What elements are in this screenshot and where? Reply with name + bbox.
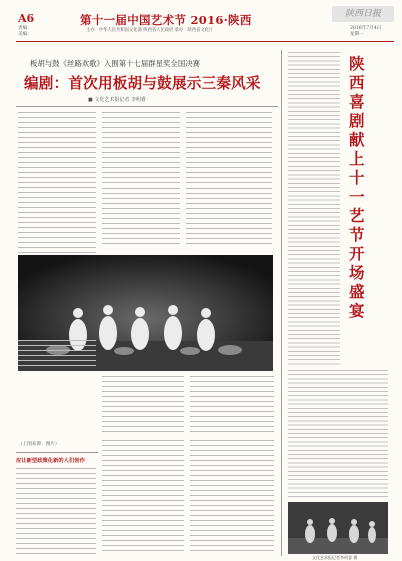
article-body-bottom-2 bbox=[190, 440, 274, 552]
article-body-lower-3 bbox=[18, 340, 96, 368]
page-header bbox=[0, 0, 402, 44]
sidebar-body-1 bbox=[288, 166, 340, 366]
designer-label: 美编： bbox=[18, 32, 32, 37]
article-kicker: 板胡与鼓《丝路欢歌》入围第十七届群星奖全国决赛 bbox=[30, 59, 200, 68]
sidebar-body-2 bbox=[288, 370, 388, 498]
article-body-lower-1 bbox=[102, 376, 184, 434]
opera-scene-illustration bbox=[288, 502, 388, 554]
sidebar-lead-text bbox=[288, 52, 340, 162]
sidebar-photo bbox=[288, 502, 388, 554]
header-rule bbox=[16, 41, 394, 42]
sub-article-box bbox=[16, 452, 98, 555]
sub-article-title: 应让新型政策化新的人们创作 bbox=[16, 458, 85, 464]
article-body-lower-2 bbox=[190, 376, 274, 434]
headline-rule bbox=[16, 106, 278, 107]
article-body-bottom-1 bbox=[102, 440, 184, 552]
column-divider bbox=[281, 50, 282, 556]
newspaper-logo bbox=[332, 6, 394, 22]
sub-article-body bbox=[16, 468, 96, 554]
article-body-col-2b bbox=[102, 188, 180, 248]
issue-weekday: 星期一 bbox=[350, 32, 364, 37]
photo-caption: （上图来源：图片） bbox=[18, 442, 60, 447]
festival-banner: 第十一届中国艺术节 2016·陕西 bbox=[80, 13, 252, 27]
banner-organizers: 主办：中华人民共和国文化部 陕西省人民政府 承办：陕西省文化厅 bbox=[86, 28, 214, 33]
article-headline: 编剧：首次用板胡与鼓展示三秦风采 bbox=[24, 75, 261, 92]
article-body-col-2 bbox=[102, 112, 180, 184]
sidebar-photo-credit: 文化艺术报记者李明睿 摄 bbox=[312, 555, 358, 560]
editor-label: 责编： bbox=[18, 26, 32, 31]
issue-date: 2016年7月4日 bbox=[350, 26, 382, 31]
article-byline: ■ 文化艺术报记者 李明睿 bbox=[88, 97, 146, 103]
article-body-col-3b bbox=[186, 188, 272, 248]
sidebar-vertical-title: 陕西喜剧献上十一艺节开场盛宴 bbox=[349, 54, 365, 320]
page-number: A6 bbox=[18, 12, 35, 25]
article-body-col-3 bbox=[186, 112, 272, 184]
logo-text: 陕西日报 bbox=[344, 9, 381, 19]
